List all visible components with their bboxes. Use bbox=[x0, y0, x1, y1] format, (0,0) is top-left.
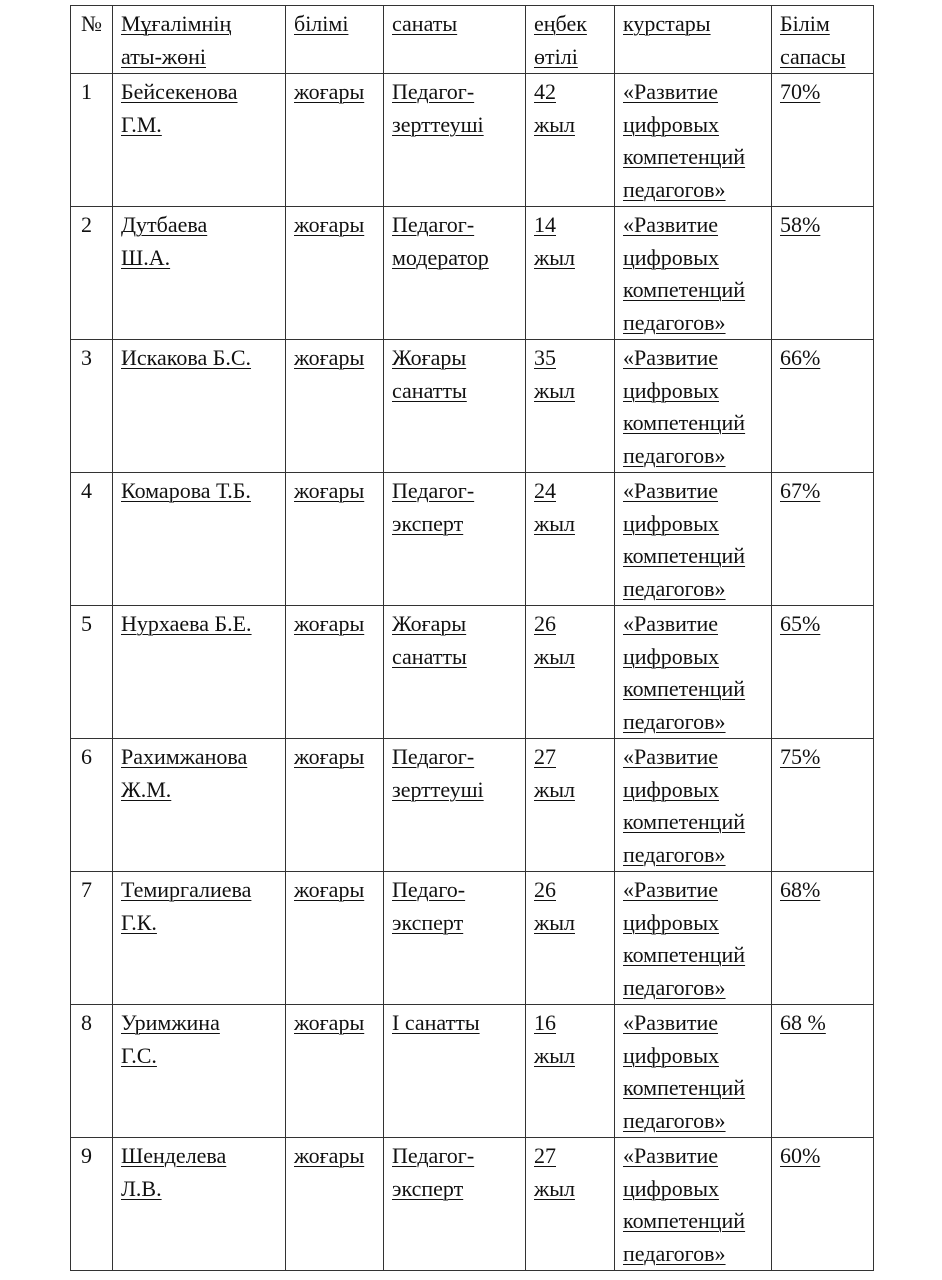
category-text: Жоғары санатты bbox=[392, 611, 467, 669]
category-cell bbox=[384, 74, 526, 207]
teacher-name-text: Шенделева Л.В. bbox=[121, 1143, 227, 1201]
experience-cell bbox=[526, 1138, 615, 1271]
row-number-cell bbox=[71, 207, 113, 340]
teacher-name-text: Рахимжанова Ж.М. bbox=[121, 744, 248, 802]
courses-cell bbox=[615, 1005, 772, 1138]
row-number-cell bbox=[71, 74, 113, 207]
courses-text: «Развитие цифровых компетенций педагогов» bbox=[623, 478, 746, 601]
courses-cell bbox=[615, 606, 772, 739]
teacher-name-cell bbox=[113, 739, 286, 872]
teacher-name-cell bbox=[113, 340, 286, 473]
teacher-name-cell bbox=[113, 473, 286, 606]
teacher-name-text: Нурхаева Б.Е. bbox=[121, 611, 252, 636]
experience-cell bbox=[526, 1005, 615, 1138]
courses-text: «Развитие цифровых компетенций педагогов» bbox=[623, 1143, 746, 1266]
courses-text: «Развитие цифровых компетенций педагогов» bbox=[623, 345, 746, 468]
experience-cell bbox=[526, 739, 615, 872]
experience-cell bbox=[526, 74, 615, 207]
education-cell bbox=[286, 473, 384, 606]
category-cell bbox=[384, 606, 526, 739]
teacher-name-text: Искакова Б.С. bbox=[121, 345, 252, 370]
cut-off-text-line bbox=[70, 0, 870, 4]
quality-cell bbox=[772, 739, 874, 872]
courses-text: «Развитие цифровых компетенций педагогов» bbox=[623, 877, 746, 1000]
experience-text: 35 жыл bbox=[534, 345, 575, 403]
row-number-text: 6 bbox=[81, 744, 92, 769]
row-number-cell bbox=[71, 473, 113, 606]
experience-text: 14 жыл bbox=[534, 212, 575, 270]
education-text: жоғары bbox=[294, 345, 365, 370]
header-cell-number: № bbox=[71, 6, 113, 74]
education-text: жоғары bbox=[294, 1143, 365, 1168]
quality-text: 68 % bbox=[780, 1010, 826, 1035]
quality-cell bbox=[772, 74, 874, 207]
category-text: Педагог- эксперт bbox=[392, 478, 475, 536]
experience-cell bbox=[526, 207, 615, 340]
table-body bbox=[71, 74, 874, 1271]
teacher-name-cell bbox=[113, 1138, 286, 1271]
education-cell bbox=[286, 606, 384, 739]
row-number-text: 9 bbox=[81, 1143, 92, 1168]
row-number-cell bbox=[71, 1138, 113, 1271]
quality-text: 70% bbox=[780, 79, 821, 104]
row-number-text: 1 bbox=[81, 79, 92, 104]
experience-text: 24 жыл bbox=[534, 478, 575, 536]
experience-cell bbox=[526, 872, 615, 1005]
education-cell bbox=[286, 340, 384, 473]
courses-text: «Развитие цифровых компетенций педагогов» bbox=[623, 79, 746, 202]
table-row bbox=[71, 872, 874, 1005]
courses-cell bbox=[615, 473, 772, 606]
category-text: Педагог- эксперт bbox=[392, 1143, 475, 1201]
education-cell bbox=[286, 739, 384, 872]
category-cell bbox=[384, 1138, 526, 1271]
teacher-name-text: Уримжина Г.С. bbox=[121, 1010, 220, 1068]
education-text: жоғары bbox=[294, 877, 365, 902]
category-text: Педаго- эксперт bbox=[392, 877, 466, 935]
education-text: жоғары bbox=[294, 212, 365, 237]
teachers-table bbox=[70, 5, 874, 1271]
table-header-row bbox=[71, 6, 874, 74]
courses-cell bbox=[615, 872, 772, 1005]
table-row bbox=[71, 207, 874, 340]
quality-cell bbox=[772, 872, 874, 1005]
teacher-name-cell bbox=[113, 207, 286, 340]
experience-text: 27 жыл bbox=[534, 744, 575, 802]
courses-cell bbox=[615, 1138, 772, 1271]
category-cell bbox=[384, 739, 526, 872]
row-number-cell bbox=[71, 606, 113, 739]
category-text: I санатты bbox=[392, 1010, 480, 1035]
category-cell bbox=[384, 340, 526, 473]
quality-cell bbox=[772, 1138, 874, 1271]
courses-cell bbox=[615, 207, 772, 340]
courses-text: «Развитие цифровых компетенций педагогов» bbox=[623, 611, 746, 734]
quality-text: 67% bbox=[780, 478, 821, 503]
courses-text: «Развитие цифровых компетенций педагогов» bbox=[623, 212, 746, 335]
quality-text: 60% bbox=[780, 1143, 821, 1168]
table-row bbox=[71, 739, 874, 872]
row-number-cell bbox=[71, 872, 113, 1005]
header-cell-category: санаты bbox=[384, 6, 526, 74]
table-row bbox=[71, 1005, 874, 1138]
experience-text: 27 жыл bbox=[534, 1143, 575, 1201]
courses-cell bbox=[615, 739, 772, 872]
quality-text: 75% bbox=[780, 744, 821, 769]
experience-cell bbox=[526, 473, 615, 606]
experience-text: 42 жыл bbox=[534, 79, 575, 137]
quality-cell bbox=[772, 207, 874, 340]
row-number-cell bbox=[71, 1005, 113, 1138]
experience-text: 26 жыл bbox=[534, 877, 575, 935]
quality-cell bbox=[772, 340, 874, 473]
experience-cell bbox=[526, 606, 615, 739]
education-text: жоғары bbox=[294, 744, 365, 769]
courses-cell bbox=[615, 340, 772, 473]
header-cell-name: Мұғалімнің аты-жөні bbox=[113, 6, 286, 74]
experience-text: 26 жыл bbox=[534, 611, 575, 669]
quality-cell bbox=[772, 1005, 874, 1138]
header-cell-experience: еңбек өтілі bbox=[526, 6, 615, 74]
row-number-text: 7 bbox=[81, 877, 92, 902]
table-row bbox=[71, 606, 874, 739]
row-number-text: 5 bbox=[81, 611, 92, 636]
education-text: жоғары bbox=[294, 478, 365, 503]
category-cell bbox=[384, 473, 526, 606]
category-text: Педагог- зерттеуші bbox=[392, 744, 484, 802]
experience-cell bbox=[526, 340, 615, 473]
education-cell bbox=[286, 207, 384, 340]
category-text: Жоғары санатты bbox=[392, 345, 467, 403]
education-text: жоғары bbox=[294, 79, 365, 104]
quality-text: 58% bbox=[780, 212, 821, 237]
header-cell-courses: курстары bbox=[615, 6, 772, 74]
quality-cell bbox=[772, 473, 874, 606]
row-number-text: 2 bbox=[81, 212, 92, 237]
header-cell-quality: Білім сапасы bbox=[772, 6, 874, 74]
row-number-cell bbox=[71, 739, 113, 872]
table-row bbox=[71, 340, 874, 473]
courses-cell bbox=[615, 74, 772, 207]
row-number-text: 4 bbox=[81, 478, 92, 503]
education-cell bbox=[286, 1005, 384, 1138]
category-text: Педагог- модератор bbox=[392, 212, 489, 270]
row-number-text: 8 bbox=[81, 1010, 92, 1035]
row-number-text: 3 bbox=[81, 345, 92, 370]
table-row bbox=[71, 473, 874, 606]
quality-text: 66% bbox=[780, 345, 821, 370]
quality-cell bbox=[772, 606, 874, 739]
category-cell bbox=[384, 1005, 526, 1138]
category-cell bbox=[384, 207, 526, 340]
education-cell bbox=[286, 1138, 384, 1271]
education-cell bbox=[286, 74, 384, 207]
education-text: жоғары bbox=[294, 611, 365, 636]
teacher-name-cell bbox=[113, 74, 286, 207]
teacher-name-text: Темиргалиева Г.К. bbox=[121, 877, 252, 935]
teacher-name-cell bbox=[113, 872, 286, 1005]
teacher-name-text: Дутбаева Ш.А. bbox=[121, 212, 208, 270]
teacher-name-cell bbox=[113, 1005, 286, 1138]
teacher-name-text: Комарова Т.Б. bbox=[121, 478, 251, 503]
header-cell-education: білімі bbox=[286, 6, 384, 74]
category-text: Педагог- зерттеуші bbox=[392, 79, 484, 137]
row-number-cell bbox=[71, 340, 113, 473]
table-row bbox=[71, 1138, 874, 1271]
courses-text: «Развитие цифровых компетенций педагогов» bbox=[623, 1010, 746, 1133]
quality-text: 68% bbox=[780, 877, 821, 902]
education-cell bbox=[286, 872, 384, 1005]
category-cell bbox=[384, 872, 526, 1005]
teacher-name-text: Бейсекенова Г.М. bbox=[121, 79, 238, 137]
education-text: жоғары bbox=[294, 1010, 365, 1035]
courses-text: «Развитие цифровых компетенций педагогов» bbox=[623, 744, 746, 867]
experience-text: 16 жыл bbox=[534, 1010, 575, 1068]
teacher-name-cell bbox=[113, 606, 286, 739]
quality-text: 65% bbox=[780, 611, 821, 636]
table-row bbox=[71, 74, 874, 207]
